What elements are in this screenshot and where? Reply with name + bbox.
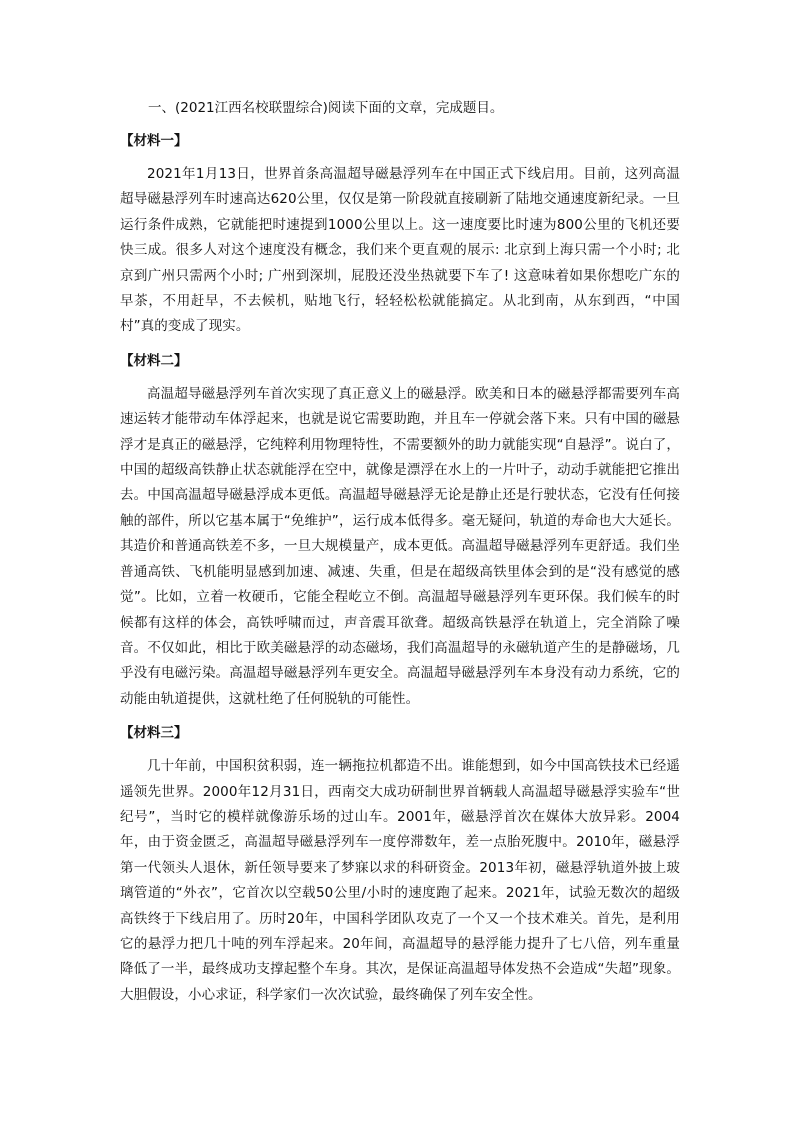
material-2: [120, 349, 680, 712]
document-page: [120, 96, 680, 1017]
material-1-heading: 【材料一】: [120, 133, 188, 149]
material-3: [120, 721, 680, 1008]
material-2-heading: 【材料二】: [120, 352, 188, 369]
material-3-heading: 【材料三】: [120, 725, 188, 742]
question-prompt: 一、(2021江西名校联盟综合)阅读下面的文章，完成题目。: [148, 100, 504, 116]
material-3-text: 几十年前，中国积贫积弱，连一辆拖拉机都造不出。谁能想到，如今中国高铁技术已经遥遥领先世界。2000年12月31日，西南交大成功研制世界首辆载人高温超导磁悬浮实验车“世纪号”，当时它的模样就像游乐场的过山车。2001年，磁悬浮首次在媒体大放异彩。2004年，由于资金匮乏，高温超导磁悬浮列车一度停滞数年，差一点胎死腹中。2010年，磁悬浮第一代领头人退休，新任领导要来了梦寐以求的科研资金。2013年初，磁悬浮轨道外披上玻璃管道的“外衣”，它首次以空载50公里/小时的速度跑了起来。2021年，试验无数次的超级高铁终于下线启用了。历时20年，中国科学团队攻克了一个又一个技术难关。首先，是利用它的悬浮力把几十吨的列车浮起来。20年间，高温超导的悬浮能力提升了七八倍，列车重量降低了一半，最终成功支撑起整个车身。其次，是保证高温超导体发热不会造成“失超”现象。大胆假设，小心求证，科学家们一次次试验，最终确保了列车安全性。: [120, 758, 680, 1003]
material-1-text: 2021年1月13日，世界首条高温超导磁悬浮列车在中国正式下线启用。目前，这列高温超导磁悬浮列车时速高达620公里，仅仅是第一阶段就直接刷新了陆地交通速度新纪录。一旦运行条件成熟，它就能把时速提到1000公里以上。这一速度要比时速为800公里的飞机还要快三成。很多人对这个速度没有概念，我们来个更直观的展示: 北京到上海只需一个小时; 北京到广州只需两个小时; 广州到深圳，屁股还没坐热就要下车了! 这意味着如果你想吃广东的早茶，不用赶早，不去候机，贴地飞行，轻轻松松就能搞定。从北到南，从东到西，“中国村”真的变成了现实。: [120, 166, 680, 335]
material-1: [120, 129, 680, 340]
material-2-text: 高温超导磁悬浮列车首次实现了真正意义上的磁悬浮。欧美和日本的磁悬浮都需要列车高速运转才能带动车体浮起来，也就是说它需要助跑，并且车一停就会落下来。只有中国的磁悬浮才是真正的磁悬浮，它纯粹利用物理特性，不需要额外的助力就能实现“自悬浮”。说白了，中国的超级高铁静止状态就能浮在空中，就像是漂浮在水上的一片叶子，动动手就能把它推出去。中国高温超导磁悬浮成本更低。高温超导磁悬浮无论是静止还是行驶状态，它没有任何接触的部件，所以它基本属于“免维护”，运行成本低得多。毫无疑问，轨道的寿命也大大延长。其造价和普通高铁差不多，一旦大规模量产，成本更低。高温超导磁悬浮列车更舒适。我们坐普通高铁、飞机能明显感到加速、减速、失重，但是在超级高铁里体会到的是“没有感觉的感觉”。比如，立着一枚硬币，它能全程屹立不倒。高温超导磁悬浮列车更环保。我们候车的时候都有这样的体会，高铁呼啸而过，声音震耳欲聋。超级高铁悬浮在轨道上，完全消除了噪音。不仅如此，相比于欧美磁悬浮的动态磁场，我们高温超导的永磁轨道产生的是静磁场，几乎没有电磁污染。高温超导磁悬浮列车更安全。高温超导磁悬浮列车本身没有动力系统，它的动能由轨道提供，这就杜绝了任何脱轨的可能性。: [120, 385, 680, 707]
